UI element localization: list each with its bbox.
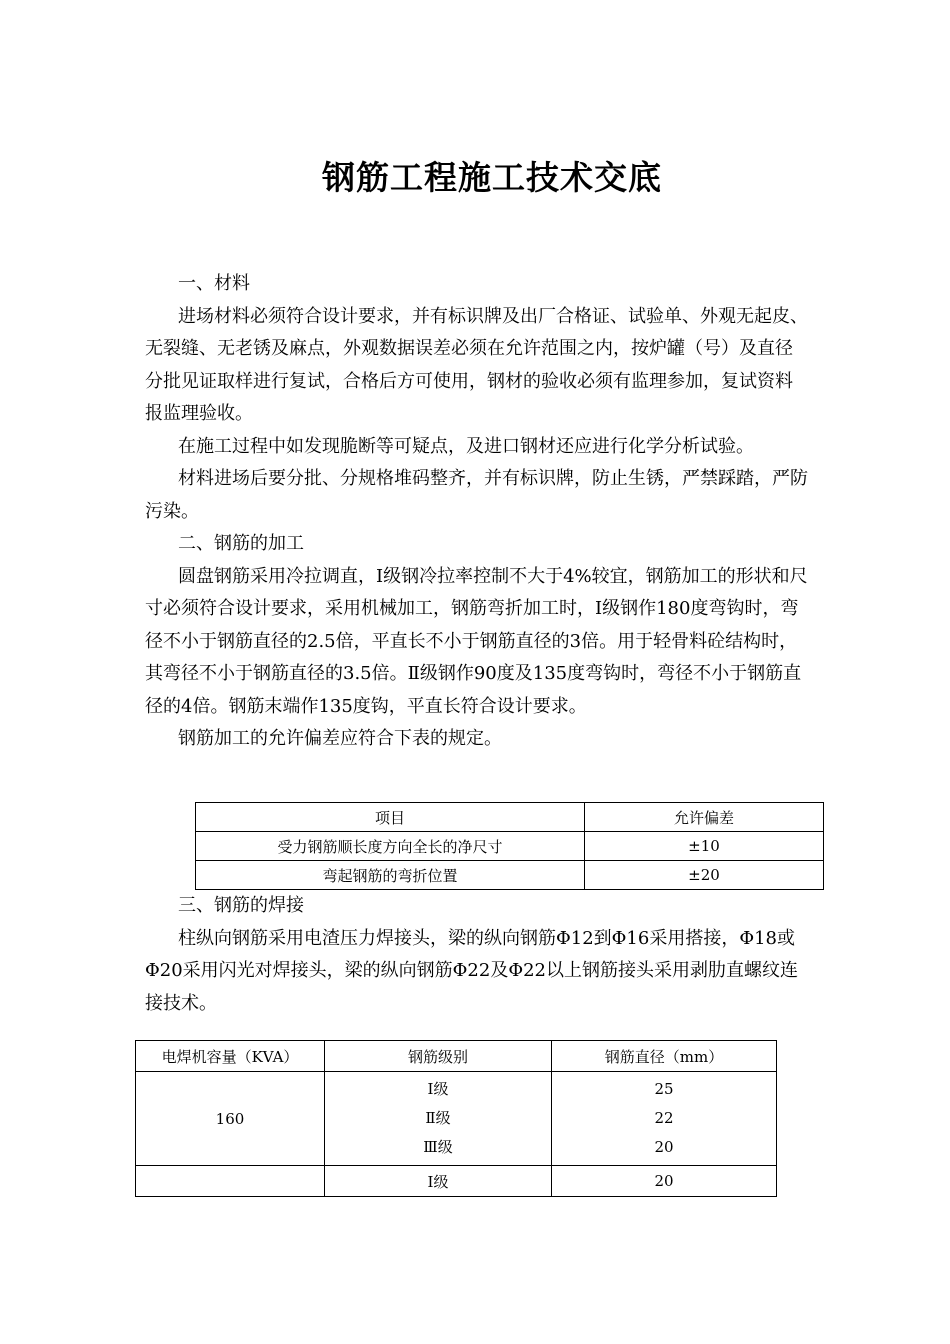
welding-table: [135, 1040, 777, 1197]
paragraph: 材料进场后要分批、分规格堆码整齐，并有标识牌，防止生锈，严禁踩踏，严防污染。: [145, 468, 808, 522]
table-cell: ±20: [585, 861, 824, 890]
grade-value: Ⅲ级: [423, 1138, 453, 1156]
table-header-row: [136, 1041, 777, 1072]
paragraph: 钢筋加工的允许偏差应符合下表的规定。: [178, 728, 502, 749]
paragraph: 柱纵向钢筋采用电渣压力焊接头，梁的纵向钢筋Φ12到Φ16采用搭接，Φ18或Φ20采用闪光对焊接头，梁的纵向钢筋Φ22及Φ22以上钢筋接头采用剥肋直螺纹连接技术。: [145, 927, 798, 1014]
section-heading: 二、钢筋的加工: [178, 533, 304, 554]
grade-value: Ⅱ级: [425, 1109, 451, 1127]
table-row: [196, 832, 824, 861]
table-row: [136, 1072, 777, 1166]
table-row: [136, 1166, 777, 1197]
tolerance-table: [195, 802, 824, 890]
table-cell: 20: [552, 1166, 777, 1197]
table-header-cell: 钢筋级别: [325, 1041, 552, 1072]
table-header-cell: 允许偏差: [585, 803, 824, 832]
table-header-cell: 电焊机容量（KVA）: [136, 1041, 325, 1072]
table-header-cell: 项目: [196, 803, 585, 832]
table-header-cell: 钢筋直径（mm）: [552, 1041, 777, 1072]
section-materials: [145, 268, 810, 756]
page-title: 钢筋工程施工技术交底: [322, 158, 662, 197]
paragraph: 圆盘钢筋采用冷拉调直，Ⅰ级钢冷拉率控制不大于4%较宜，钢筋加工的形状和尺寸必须符合设计要求，采用机械加工，钢筋弯折加工时，Ⅰ级钢作180度弯钩时，弯径不小于钢筋直径的2.5倍，平直长不小于钢筋直径的3倍。用于轻骨料砼结构时，其弯径不小于钢筋直径的3.5倍。Ⅱ级钢作90度及135度弯钩时，弯径不小于钢筋直径的4倍。钢筋末端作135度钩，平直长符合设计要求。: [145, 565, 808, 717]
diameter-value: 25: [654, 1080, 674, 1098]
paragraph: 进场材料必须符合设计要求，并有标识牌及出厂合格证、试验单、外观无起皮、无裂缝、无老锈及麻点，外观数据误差必须在允许范围之内，按炉罐（号）及直径分批见证取样进行复试，合格后方可使用，钢材的验收必须有监理参加，复试资料报监理验收。: [145, 305, 808, 424]
table-cell: Ⅰ级: [325, 1166, 552, 1197]
diameter-value: 22: [654, 1109, 674, 1127]
table-header-row: [196, 803, 824, 832]
table-row: [196, 861, 824, 890]
section-welding: [145, 890, 810, 1020]
paragraph: 在施工过程中如发现脆断等可疑点，及进口钢材还应进行化学分析试验。: [178, 435, 754, 457]
diameter-value: 20: [654, 1138, 674, 1156]
section-heading: 一、材料: [178, 273, 250, 294]
section-heading: 三、钢筋的焊接: [178, 895, 304, 916]
table-cell: [136, 1166, 325, 1197]
table-cell: ±10: [585, 832, 824, 861]
table-cell: 受力钢筋顺长度方向全长的净尺寸: [196, 832, 585, 861]
table-cell: [552, 1072, 777, 1166]
table-cell: 160: [136, 1072, 325, 1166]
table-cell: [325, 1072, 552, 1166]
table-cell: 弯起钢筋的弯折位置: [196, 861, 585, 890]
grade-value: Ⅰ级: [427, 1080, 449, 1098]
